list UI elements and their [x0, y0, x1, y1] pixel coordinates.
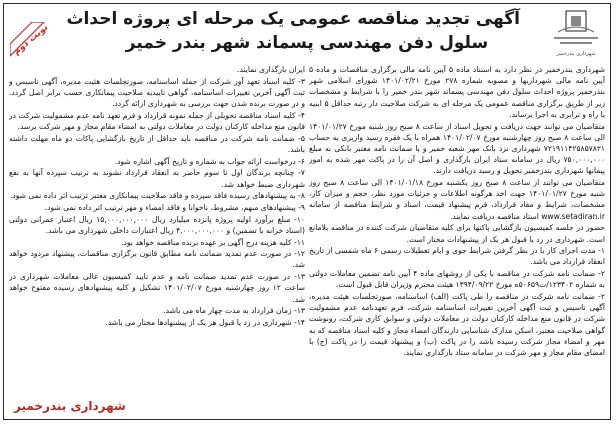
paragraph: متقاضیان می توانند جهت دریافت و تحویل اسناد از ساعت ۸ صبح روز شنبه مورخ ۱۴۰۱/۰۱/۲۷ الی ساعت ۸ صبح روز چهارشنبه مورخ ۱۴۰۱/۰۲/۰۷ همراه با یک فقره رسید واریزی به حساب ۷۲۱۹۱۱۴۲۵۸۵۷۸۲۱ شهرداری نزد بانک مهر شعبه خمیر و یا ضمانت نامه معتبر بانکی به مبلغ ۷۵۰,۰۰۰,۰۰۰ ریال در سامانه ستاد ایران بارگذاری و اصل آن را در پاکت مهر شده به امور پیمانها شهرداری بندرخمیر تحویل و رسید دریافت دارند. — [309, 121, 605, 176]
notice-header — [4, 4, 610, 60]
paragraph: ۹- پیشنهادهای مبهم، مشروط، ناخوانا و فاقد امضاء و مهر ترتیب اثر داده نمی شود. — [44, 202, 305, 212]
paragraph: شهرداری بندرخمیر در نظر دارد به استناد ماده ۵ آیین نامه مالی برگزاری مناقصات و ماده ۵ آیین نامه مالی شهرداریها و مصوبه شماره ۲۷۸ مورخ ۱۴۰۱/۰۲/۲۱ شورای اسلامی شهر بندرخمیر پروژه احداث سلول دفن مهندسی پسماند شهر بندر خمیر را با شرایط و مشخصات زیر از طریق برگزاری مناقصه عمومی یک مرحله ای به شرکت صلاحیت دار رتبه حداقل ۵ ابنیه یا راه و ترابری به اجرا برساند. — [309, 65, 605, 119]
notice-title-line2: سلول دفن مهندسی پسماند شهر بندر خمیر — [125, 33, 489, 53]
paragraph: ۲- ضمانت نامه شرکت در مناقصه با یکی از روشهای ماده ۴ آیین نامه تضمین معاملات دولتی به شماره ۱۲۳۴۰۲/ت۵۰۶۵۹ه مورخ ۱۳۹۴/۰۹/۲۲ هیئت محترم وزیران قابل قبول است. — [309, 269, 605, 290]
paragraph: ۱- مدت اجرای کار با در نظر گرفتن شرایط جوی و ایام تعطیلات رسمی ۶ ماه شمسی از تاریخ انعقاد قرارداد می باشد. — [309, 246, 605, 267]
paragraph: ۷- چنانچه برندگان اول تا سوم حاضر به انعقاد قرارداد نشوند به ترتیب سپرده آنها به نفع شهرداری ضبط خواهد شد. — [9, 168, 305, 189]
notice-column-right — [309, 64, 605, 416]
paragraph: ۴- کلیه اسناد مناقصه تحویلی از جمله نمونه قرارداد و فرم تعهد نامه عدم مشمولیت شرکت در قانون منع مداخله کارکنان دولت در معاملات دولتی به امضاء مقام مجاز و مهر شرکت برسد. — [9, 110, 305, 132]
paragraph: ۱۳- در صورت عدم تمدید ضمانت نامه و عدم تایید کمیسیون عالی معاملات شهرداری در ساعت ۱۲ روز چهارشنبه مورخ ۱۴۰۱/۰۲/۰۷ تشکیل و کلیه پیشنهادهای رسیده مفتوح خواهد شد. — [9, 272, 305, 304]
paragraph: حضور در جلسه کمیسیون بازگشایی پاکتها برای کلیه متقاضیان شرکت کننده در مناقصه بلامانع است. شهرداری در رد یا قبول هر یک از پیشنهادات مختار است. — [309, 223, 605, 244]
edition-badge: نوبت دوم — [11, 22, 51, 58]
paragraph: ۳- کلیه اسناد تعهد آور شرکت از جمله اساسنامه، صورتجلسات هئیت مدیره، آگهی تاسیس و ثبت آگهی آخرین تغییرات اساسنامه، گواهی تاییدیه صلاحیت پیمانکاری حسب برابر اصل گردد. و در صورت برنده شدن جهت بررسی به شهرداری ارائه گردد. — [9, 76, 305, 109]
notice-title-line1: آگهی تجدید مناقصه عمومی یک مرحله ای پروژه احداث — [66, 9, 520, 29]
paragraph: ایران بارگذاری نمایند. — [237, 65, 305, 74]
municipality-logo-icon — [550, 8, 602, 52]
paragraph: متقاضیان می توانند از ساعت ۸ صبح روز یکشنبه مورخ ۱۴۰۱/۰۱/۱۸ الی ساعت ۸ صبح روز شنبه مورخ ۱۴۰۱/۰۱/۲۷ جهت اخذ هرگونه اطلاعات و جزئیات مورد نظر، حجم و میزان کار، مشخصات، شرایط و مفاد قرارداد، فرم پیشنهاد قیمت، اسناد و شرایط مناقصه از سامانه www.setadiran.ir استاد مناقصه دریافت نمایند. — [309, 178, 605, 221]
paragraph: ۲- ضمانت نامه شرکت در مناقصه را طی پاکت (الف) اساسنامه، صورتجلسات هیئت مدیره، آگهی تاسیس و ثبت آگهی آخرین تغییرات اساسنامه شرکت، فرم تعهدنامه عدم مشمولیت شرکت در قانون منع مداخله کارکنان دولت در معاملات دولتی و سوابق کاری شرکت، رونوشت گواهی صلاحیت معتبر، اسکن مدارک شناسایی دارندگان امضاء مجاز و کلیه اسناد مناقصه که به مهر و امضاء مجاز شرکت رسیده باشد را در پاکت (ب) و پیشنهاد قیمت را در پاکت (ج) با امضای مقام مجاز و مهر شرکت در سامانه ستاد بارگذاری نمایند. — [309, 292, 605, 358]
logo-caption: شهرداری بندرخمیر — [556, 51, 596, 57]
paragraph: ۶- درخواست ارائه جواب به شماره و تاریخ آگهی اشاره شود. — [114, 156, 305, 166]
paragraph: ۱۳- زمان قرارداد به مدت چهار ماه می باشد. — [163, 306, 305, 316]
paragraph: ۵- ضمانت نامه شرکت در مناقصه باید حداقل از تاریخ بازگشایی پاکات دو ماه مهلت داشته باشد. — [9, 133, 305, 154]
paragraph: ۱۴- شهرداری در رد یا قبول هر یک از پیشنهادها مختار می باشد. — [105, 317, 305, 327]
paragraph: ۱۰- مبلغ برآورد اولیه پروژه پانزده میلیارد ریال ۱۵,۰۰۰,۰۰۰,۰۰۰ ریال اعتبار عمرانی دولتی (اسناد خزانه با تضمین) و ۴,۰۰۰,۰۰۰,۰۰۰ ریال اعتبارات داخلی شهرداری می باشد. — [9, 214, 305, 235]
paragraph: ۸- به پیشنهادهای رسیده فاقد سپرده و فاقد صلاحیت پیمانکاری معتبر ترتیب اثر داده نمی شود. — [9, 191, 305, 201]
signature: شهرداری بندرخمیر — [14, 399, 126, 413]
paragraph: ۱۱- کلیه هزینه درج آگهی بر عهده برنده مناقصه خواهد بود. — [121, 237, 305, 247]
paragraph: ۱۲- در صورت عدم تمدید ضمانت نامه مطابق قانون برگزاری مناقصات، پیشنهاد مردود خواهد شد. — [9, 249, 305, 270]
notice-frame — [3, 3, 611, 420]
notice-column-left — [9, 64, 305, 416]
